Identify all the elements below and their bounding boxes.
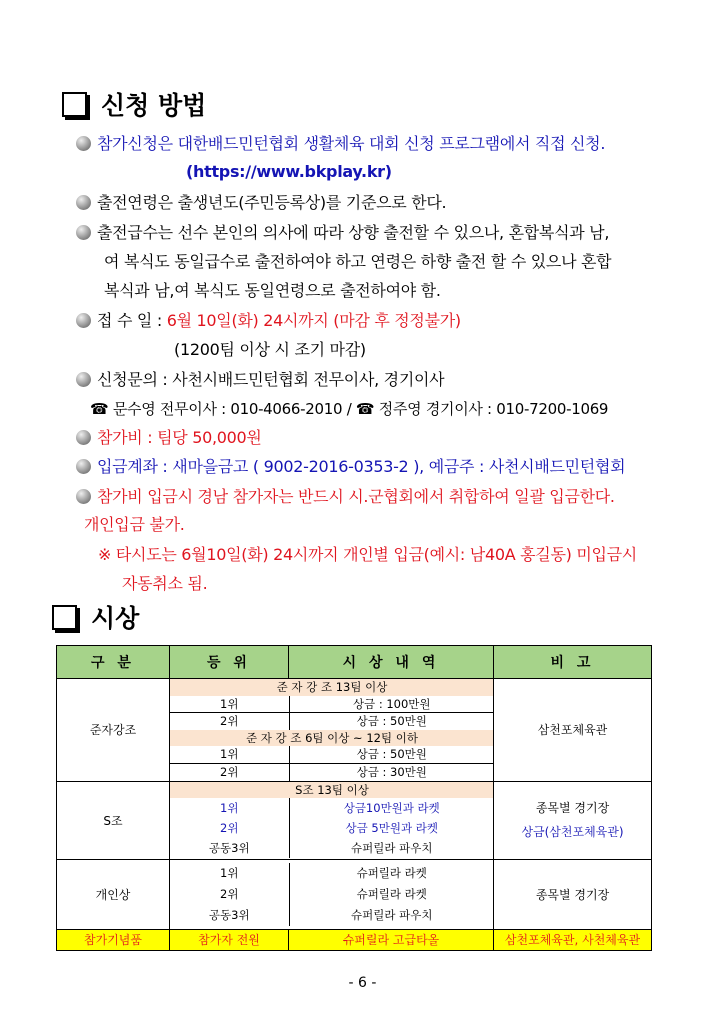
rank-cell: 1위 (170, 696, 289, 713)
bullet-icon (76, 136, 91, 151)
subheader: 준 자 강 조 13팀 이상 (276, 680, 388, 694)
item-deadline-note: (1200팀 이상 시 조기 마감) (174, 340, 366, 359)
item-grade: 출전급수는 선수 본인의 의사에 따라 상향 출전할 수 있으나, 혼합복식과 남, (76, 223, 609, 243)
rank-cell: 1위 (170, 798, 289, 818)
table-row (57, 859, 652, 929)
section-title-award (52, 599, 139, 635)
category-cell: 개인상 (57, 859, 170, 929)
rank-cell: 2위 (170, 763, 289, 780)
item-inquiry-phones: ☎ 문수영 전무이사 : 010-4066-2010 / ☎ 정주영 경기이사 : 010-7200-1069 (90, 400, 609, 418)
prize-cell: 상금 : 100만원 (352, 696, 431, 711)
section-title-apply (62, 86, 206, 122)
table-footer-row (57, 929, 652, 950)
footer-cell: 참가기념품 (57, 929, 170, 950)
checkbox-icon (62, 92, 87, 117)
table-header: 시 상 내 역 (289, 646, 494, 679)
item-grade-cont-2: 복식과 남,여 복식도 동일연령으로 출전하여야 함. (104, 281, 441, 300)
bullet-icon (76, 225, 91, 240)
prize-cell: 상금 : 50만원 (356, 747, 427, 762)
item-age: 출전연령은 출생년도(주민등록상)를 기준으로 한다. (76, 193, 446, 213)
item-payment-cont: 개인입금 불가. (84, 515, 185, 534)
item-deadline: 접 수 일 : 6월 10일(화) 24시까지 (마감 후 정정불가) (76, 311, 461, 331)
footer-cell: 참가자 전원 (170, 929, 289, 950)
item-grade-cont-1: 여 복식도 동일급수로 출전하여야 하고 연령은 하향 출전 할 수 있으나 혼합 (104, 252, 612, 271)
item-other-region-cont: 자동취소 됨. (122, 574, 208, 593)
rank-cell: 2위 (170, 884, 289, 905)
rank-cell: 1위 (170, 746, 289, 763)
note-cell: 삼천포체육관 (494, 679, 652, 782)
item-other-region: ※ 타시도는 6월10일(화) 24시까지 개인별 입금(예시: 남40A 홍길동) 미입금시 (98, 545, 637, 564)
prize-cell: 슈퍼릴라 파우치 (351, 840, 433, 855)
category-cell: 준자강조 (57, 679, 170, 782)
footer-cell: 슈퍼릴라 고급타올 (289, 929, 494, 950)
group-details (170, 859, 494, 929)
page-number: - 6 - (348, 975, 377, 991)
table-row (57, 781, 652, 859)
note-line: 종목별 경기장 (535, 801, 610, 816)
section-title-text: 신청 방법 (101, 91, 207, 120)
group-details (170, 679, 494, 782)
bullet-icon (76, 430, 91, 445)
table-header: 등 위 (170, 646, 289, 679)
apply-url[interactable]: (https://www.bkplay.kr) (186, 162, 392, 181)
prize-cell: 슈퍼릴라 파우치 (351, 907, 433, 922)
rank-cell: 1위 (170, 863, 289, 884)
bullet-icon (76, 372, 91, 387)
table-header-row (57, 646, 652, 679)
note-line: 상금(삼천포체육관) (521, 825, 624, 840)
rank-cell: 공동3위 (170, 838, 289, 858)
note-cell (494, 781, 652, 859)
prize-cell: 상금10만원과 라켓 (343, 800, 440, 815)
checkbox-icon (52, 605, 77, 630)
section-title-text: 시상 (91, 604, 140, 633)
footer-cell: 삼천포체육관, 사천체육관 (494, 929, 652, 950)
bullet-icon (76, 195, 91, 210)
prize-cell: 슈퍼릴라 라켓 (356, 886, 427, 901)
group-details (170, 781, 494, 859)
bullet-icon (76, 489, 91, 504)
table-header: 구 분 (57, 646, 170, 679)
table-header: 비 고 (494, 646, 652, 679)
category-cell: S조 (57, 781, 170, 859)
bullet-icon (76, 459, 91, 474)
item-account: 입금계좌 : 새마을금고 ( 9002-2016-0353-2 ), 예금주 : 사천시배드민턴협회 (76, 457, 625, 477)
rank-cell: 2위 (170, 713, 289, 730)
rank-cell: 공동3위 (170, 905, 289, 926)
item-inquiry: 신청문의 : 사천시배드민턴협회 전무이사, 경기이사 (76, 370, 444, 390)
subheader: S조 13팀 이상 (295, 782, 369, 797)
rank-cell: 2위 (170, 818, 289, 838)
item-payment: 참가비 입금시 경남 참가자는 반드시 시.군협회에서 취합하여 일괄 입금한다. (76, 487, 615, 507)
bullet-icon (76, 313, 91, 328)
subheader: 준 자 강 조 6팀 이상 ~ 12팀 이하 (246, 730, 418, 745)
prize-cell: 상금 5만원과 라켓 (345, 820, 438, 835)
table-row (57, 679, 652, 782)
item-apply: 참가신청은 대한배드민턴협회 생활체육 대회 신청 프로그램에서 직접 신청. (76, 134, 605, 154)
award-table (56, 645, 652, 951)
prize-cell: 상금 : 30만원 (289, 763, 494, 780)
prize-cell: 상금 : 50만원 (289, 713, 494, 730)
item-fee: 참가비 : 팀당 50,000원 (76, 428, 262, 448)
note-cell: 종목별 경기장 (494, 859, 652, 929)
prize-cell: 슈퍼릴라 라켓 (356, 865, 427, 880)
